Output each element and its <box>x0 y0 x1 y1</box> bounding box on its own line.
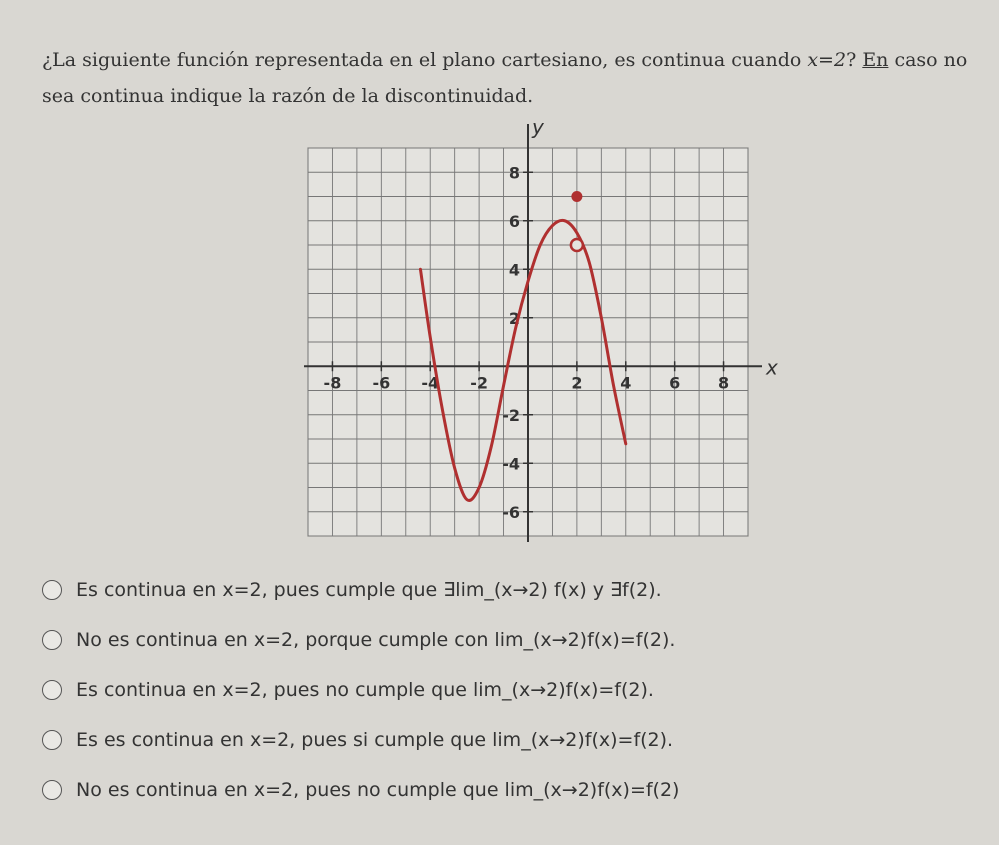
x-axis-label: x <box>766 355 778 380</box>
radio-icon[interactable] <box>42 780 62 800</box>
option-1[interactable] <box>42 570 662 610</box>
x-tick-label: -2 <box>470 373 489 393</box>
y-tick-label: 4 <box>508 260 520 280</box>
x-tick-label: 8 <box>717 373 730 393</box>
option-5-label: No es continua en x=2, pues no cumple que lim_(x→2)f(x)=f(2) <box>76 779 680 801</box>
radio-icon[interactable] <box>42 680 62 700</box>
question-underlined: En <box>862 49 889 71</box>
x-tick-label: -4 <box>421 373 440 393</box>
x-tick-label: -6 <box>372 373 391 393</box>
y-tick-label: 8 <box>508 163 520 183</box>
x-tick-label: 2 <box>571 373 583 393</box>
function-graph <box>300 110 780 550</box>
question-text <box>42 42 972 114</box>
closed-point <box>572 192 582 202</box>
x-tick-label: 4 <box>620 373 632 393</box>
open-point <box>571 239 583 251</box>
question-part2: ? <box>846 49 863 71</box>
option-4-label: Es es continua en x=2, pues si cumple que lim_(x→2)f(x)=f(2). <box>76 729 674 751</box>
y-tick-label: -6 <box>502 502 520 522</box>
radio-icon[interactable] <box>42 630 62 650</box>
y-tick-label: -4 <box>502 454 520 474</box>
y-axis-label: y <box>532 115 544 139</box>
x-tick-label: -8 <box>323 373 342 393</box>
radio-icon[interactable] <box>42 730 62 750</box>
option-4[interactable] <box>42 720 673 760</box>
y-tick-label: 2 <box>508 308 520 328</box>
y-tick-label: -2 <box>502 405 520 425</box>
option-5[interactable] <box>42 770 679 810</box>
y-tick-label: 6 <box>508 211 520 231</box>
option-2-label: No es continua en x=2, porque cumple con lim_(x→2)f(x)=f(2). <box>76 629 676 651</box>
option-2[interactable] <box>42 620 675 660</box>
option-3[interactable] <box>42 670 654 710</box>
option-3-label: Es continua en x=2, pues no cumple que lim_(x→2)f(x)=f(2). <box>76 679 654 701</box>
option-1-label: Es continua en x=2, pues cumple que ∃lim_(x→2) f(x) y ∃f(2). <box>76 579 662 601</box>
radio-icon[interactable] <box>42 580 62 600</box>
question-math: x=2 <box>807 49 847 71</box>
x-tick-label: 6 <box>669 373 681 393</box>
question-part3: caso no sea continua indique la razón de la discontinuidad. <box>42 49 968 107</box>
question-part1: ¿La siguiente función representada en el plano cartesiano, es continua cuando <box>42 49 808 71</box>
